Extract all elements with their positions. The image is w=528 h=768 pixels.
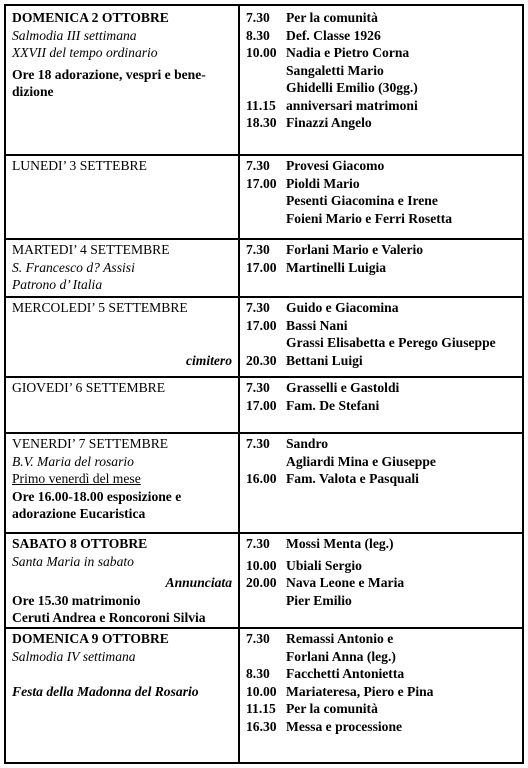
mass-time: 17.00 [246, 259, 277, 275]
mass-intention: Fam. Valota e Pasquali [286, 471, 419, 486]
mass-intention: Ghidelli Emilio (30gg.) [286, 80, 418, 95]
day-row [6, 238, 522, 298]
mass-entry [246, 470, 522, 488]
mass-entry [246, 574, 522, 592]
mass-entry [246, 334, 522, 352]
day-note: Festa della Madonna del Rosario [12, 683, 199, 699]
mass-time: 7.30 [246, 158, 270, 173]
mass-time: 17.00 [246, 175, 277, 191]
day-note: Annunciata [165, 575, 232, 590]
day-row [6, 432, 522, 534]
mass-time: 16.30 [246, 718, 277, 734]
mass-time: 20.00 [246, 575, 277, 590]
mass-time [246, 334, 286, 352]
mass-entry [246, 352, 522, 370]
day-info [12, 9, 232, 101]
column-divider [238, 376, 240, 432]
day-row [6, 532, 522, 629]
day-note: S. Francesco d? Assisi [12, 259, 135, 275]
column-divider [238, 238, 240, 296]
mass-intention: Foieni Mario e Ferri Rosetta [286, 210, 453, 226]
mass-time: 7.30 [246, 436, 270, 451]
day-note: Patrono d’ Italia [12, 277, 103, 292]
day-info [12, 379, 232, 397]
mass-intention: Mossi Menta (leg.) [286, 536, 394, 551]
mass-time [246, 62, 286, 80]
mass-time: 18.30 [246, 115, 277, 130]
mass-entry [246, 718, 522, 736]
day-note: Santa Maria in sabato [12, 553, 134, 569]
mass-intention: Agliardi Mina e Giuseppe [286, 453, 436, 469]
mass-entry [246, 630, 522, 648]
mass-time: 10.00 [246, 45, 277, 60]
mass-intention: Facchetti Antonietta [286, 666, 405, 681]
mass-time: 16.00 [246, 471, 277, 486]
mass-intention: anniversari matrimoni [286, 97, 418, 113]
mass-list [246, 630, 522, 735]
mass-intention: Bassi Nani [286, 317, 348, 333]
day-info [12, 299, 232, 369]
mass-intention: Sandro [286, 436, 329, 451]
mass-entry [246, 435, 522, 453]
mass-intention: Grassi Elisabetta e Perego Giuseppe [286, 335, 496, 350]
day-info [12, 435, 232, 523]
mass-intention: Finazzi Angelo [286, 115, 372, 130]
mass-intention: Messa e processione [286, 718, 403, 734]
mass-list [246, 299, 522, 369]
mass-time: 7.30 [246, 300, 270, 315]
day-info [12, 535, 232, 627]
mass-entry [246, 700, 522, 718]
mass-entry [246, 453, 522, 471]
mass-time: 20.30 [246, 352, 277, 368]
mass-list [246, 535, 522, 609]
mass-list [246, 241, 522, 276]
mass-time [246, 648, 286, 666]
mass-entry [246, 192, 522, 210]
mass-entry [246, 397, 522, 415]
mass-entry [246, 157, 522, 175]
mass-time: 7.30 [246, 536, 270, 551]
mass-entry [246, 44, 522, 62]
mass-entry [246, 683, 522, 701]
mass-time: 7.30 [246, 380, 270, 395]
mass-time [246, 192, 286, 210]
mass-entry [246, 317, 522, 335]
day-title: MARTEDI’ 4 SETTEMBRE [12, 242, 170, 257]
day-info [12, 241, 232, 294]
day-row [6, 376, 522, 434]
mass-entry [246, 592, 522, 610]
day-row [6, 154, 522, 240]
mass-time: 8.30 [246, 666, 270, 681]
mass-entry [246, 241, 522, 259]
mass-intention: Sangaletti Mario [286, 62, 384, 78]
mass-intention: Pioldi Mario [286, 175, 360, 191]
mass-time: 7.30 [246, 10, 270, 25]
mass-intention: Remassi Antonio e [286, 631, 394, 646]
mass-intention: Forlani Mario e Valerio [286, 242, 424, 257]
mass-intention: Ubiali Sergio [286, 557, 362, 573]
day-title: DOMENICA 9 OTTOBRE [12, 631, 169, 646]
mass-entry [246, 9, 522, 27]
mass-intention: Grasselli e Gastoldi [286, 380, 400, 395]
mass-intention: Mariateresa, Piero e Pina [286, 683, 434, 699]
mass-intention: Martinelli Luigia [286, 259, 387, 275]
mass-time: 10.00 [246, 683, 277, 699]
day-title: VENERDI’ 7 SETTEMBRE [12, 436, 169, 451]
day-note: XXVII del tempo ordinario [12, 45, 158, 60]
mass-entry [246, 175, 522, 193]
mass-time [246, 592, 286, 610]
mass-entry [246, 27, 522, 45]
mass-time: 7.30 [246, 242, 270, 257]
mass-entry [246, 114, 522, 132]
day-title: DOMENICA 2 OTTOBRE [12, 10, 169, 25]
mass-entry [246, 299, 522, 317]
mass-time: 10.00 [246, 557, 277, 573]
day-info [12, 157, 232, 175]
mass-intention: Forlani Anna (leg.) [286, 648, 396, 664]
mass-intention: Fam. De Stefani [286, 397, 380, 413]
day-row [6, 627, 522, 764]
mass-intention: Per la comunità [286, 701, 378, 716]
mass-time [246, 79, 286, 97]
mass-list [246, 9, 522, 132]
mass-time [246, 453, 286, 471]
mass-list [246, 379, 522, 414]
mass-intention: Pier Emilio [286, 592, 352, 608]
column-divider [238, 432, 240, 532]
mass-intention: Per la comunità [286, 10, 378, 25]
mass-entry [246, 648, 522, 666]
mass-entry [246, 210, 522, 228]
mass-intention: Def. Classe 1926 [286, 27, 381, 43]
day-title: GIOVEDI’ 6 SETTEMBRE [12, 380, 166, 395]
column-divider [238, 296, 240, 376]
mass-time: 11.15 [246, 97, 276, 113]
day-note: cimitero [185, 352, 232, 368]
mass-entry [246, 665, 522, 683]
mass-entry [246, 259, 522, 277]
mass-time: 11.15 [246, 701, 276, 716]
mass-entry [246, 535, 522, 553]
mass-schedule-table [4, 4, 524, 764]
day-note: Ore 15.30 matrimonio [12, 592, 141, 608]
mass-entry [246, 79, 522, 97]
column-divider [238, 627, 240, 764]
mass-time: 17.00 [246, 397, 277, 413]
mass-time: 17.00 [246, 317, 277, 333]
mass-entry [246, 379, 522, 397]
mass-intention: Nadia e Pietro Corna [286, 45, 410, 60]
day-note: Ore 18 adorazione, vespri e bene- [12, 66, 206, 82]
mass-time: 7.30 [246, 631, 270, 646]
mass-entry [246, 557, 522, 575]
mass-intention: Guido e Giacomina [286, 300, 399, 315]
day-info [12, 630, 232, 700]
column-divider [238, 532, 240, 627]
mass-time [246, 210, 286, 228]
day-note: dizione [12, 84, 54, 99]
day-note: adorazione Eucaristica [12, 506, 146, 521]
day-title: LUNEDI’ 3 SETTEBRE [12, 158, 147, 173]
day-note: Primo venerdì del mese [12, 471, 141, 486]
day-row [6, 6, 522, 156]
column-divider [238, 154, 240, 238]
day-note: B.V. Maria del rosario [12, 453, 134, 469]
day-note: Salmodia IV settimana [12, 648, 136, 664]
day-title: SABATO 8 OTTOBRE [12, 536, 148, 551]
day-note: Ore 16.00-18.00 esposizione e [12, 488, 182, 504]
mass-list [246, 157, 522, 227]
day-note [12, 665, 232, 683]
mass-intention: Nava Leone e Maria [286, 575, 405, 590]
mass-intention: Provesi Giacomo [286, 158, 385, 173]
day-note: Ceruti Andrea e Roncoroni Silvia [12, 610, 206, 625]
mass-intention: Pesenti Giacomina e Irene [286, 193, 438, 208]
day-row [6, 296, 522, 378]
mass-list [246, 435, 522, 488]
day-note [12, 334, 232, 352]
column-divider [238, 6, 240, 154]
day-title: MERCOLEDI’ 5 SETTEMBRE [12, 300, 188, 315]
mass-entry [246, 97, 522, 115]
mass-time: 8.30 [246, 27, 270, 43]
day-note [12, 317, 232, 335]
day-note: Salmodia III settimana [12, 27, 137, 43]
mass-intention: Bettani Luigi [286, 352, 363, 368]
mass-entry [246, 62, 522, 80]
